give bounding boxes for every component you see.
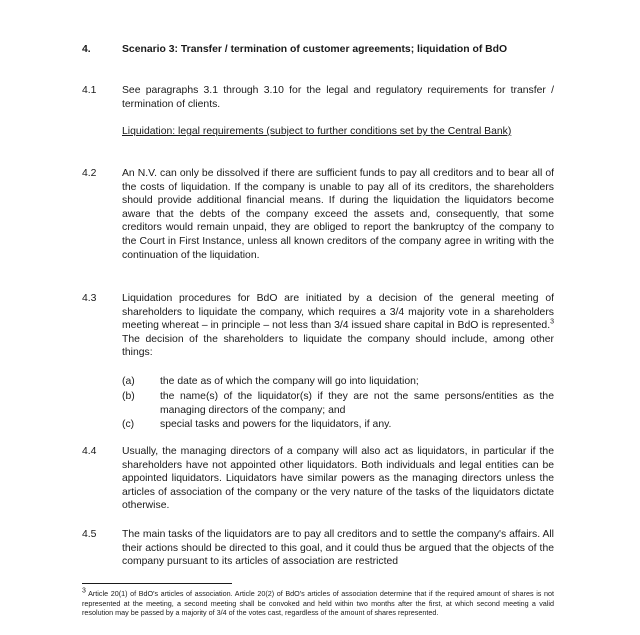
paragraph-number: 4.3 xyxy=(82,293,97,304)
list-label: (c) xyxy=(122,419,135,430)
paragraph-text: Usually, the managing directors of a company will also act as liquidators, in particular if the shareholders have not appointed other liquidators. Both individuals and legal entities can be appointed liquidators. Liquidators have similar powers as the managing directors unless the articles of association of the company or the very nature of the tasks of the liquidators dictate otherwise. xyxy=(122,446,554,512)
paragraph-number: 4.5 xyxy=(82,529,97,540)
footnote-text: Article 20(1) of BdO's articles of association. Article 20(2) of BdO's articles of association determine that if the required amount of shares is not represented at the meeting, a second meeting shall be convoked and held within two months after the first, at which second meeting a valid resolution may be passed by a majority of 3/4 of the votes cast, regardless of the amount of shares represented. xyxy=(82,589,554,618)
footnote-marker: 3 xyxy=(82,587,86,595)
paragraph-text-part: The decision of the shareholders to liquidate the company should include, among other things: xyxy=(122,333,554,359)
list-text: the date as of which the company will go into liquidation; xyxy=(160,376,419,387)
paragraph-text: See paragraphs 3.1 through 3.10 for the legal and regulatory requirements for transfer / termination of clients. xyxy=(122,85,554,110)
paragraph-text: The main tasks of the liquidators are to pay all creditors and to settle the company's affairs. All their actions should be directed to this goal, and it could thus be argued that the objects of the company pursuant to its articles of association are restricted xyxy=(122,529,554,568)
list-label: (a) xyxy=(122,376,135,387)
paragraph-number: 4.2 xyxy=(82,168,97,179)
section-title: Scenario 3: Transfer / termination of customer agreements; liquidation of BdO xyxy=(122,44,508,55)
paragraph-text: An N.V. can only be dissolved if there are sufficient funds to pay all creditors and to bear all of the costs of liquidation. If the company is unable to pay all of its creditors, the shareholders should provide additional financial means. If during the liquidation the liquidators become aware that the debts of the company exceed the assets and, consequently, that some creditors would remain unpaid, they are obliged to report the bankruptcy of the company to the Court in First Instance, unless all known creditors of the company agree in writing with the continuation of the liquidation. xyxy=(122,168,554,261)
footnote-reference[interactable]: 3 xyxy=(550,318,554,326)
section-number: 4. xyxy=(82,44,91,55)
list-text: special tasks and powers for the liquidators, if any. xyxy=(160,419,392,430)
list-label: (b) xyxy=(122,391,135,402)
footnote xyxy=(82,589,554,618)
paragraph-text-part: Liquidation procedures for BdO are initiated by a decision of the general meeting of shareholders to liquidate the company, which requires a 3/4 majority vote in a shareholders meeting whereat – in principle – not less than 3/4 issued share capital in BdO is represented. xyxy=(122,293,554,332)
liquidation-subheading: Liquidation: legal requirements (subject to further conditions set by the Central Bank) xyxy=(122,126,512,137)
list-text: the name(s) of the liquidator(s) if they are not the same persons/entities as the managing directors of the company; and xyxy=(160,391,554,416)
paragraph-text xyxy=(122,292,554,360)
paragraph-number: 4.1 xyxy=(82,85,97,96)
footnote-divider xyxy=(82,583,232,584)
paragraph-number: 4.4 xyxy=(82,446,97,457)
